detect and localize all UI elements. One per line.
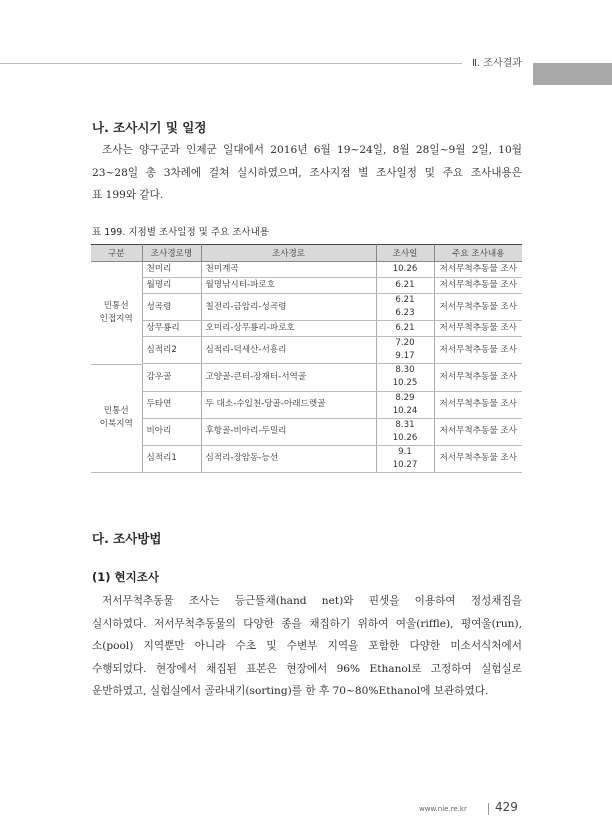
table-row (91, 391, 522, 418)
paragraph-line: 23~28일 총 3차례에 걸쳐 실시하였으며, 조사지점 별 조사일정 및 주요 조사내용은 (92, 166, 522, 179)
route-name-cell: 상무룡리 (142, 321, 201, 337)
route-cell: 심적리-장암동-능선 (201, 445, 376, 472)
route-name-cell: 감우골 (142, 364, 201, 391)
paragraph-line: 운반하였고, 실험실에서 골라내기(sorting)를 한 후 70~80%Ethanol에 보관하였다. (92, 685, 489, 697)
route-name-cell: 심적리2 (142, 337, 201, 364)
route-name-cell: 성곡령 (142, 294, 201, 321)
paragraph-line: 저서무척추동물 조사는 등근뜰채(hand net)와 핀셋을 이용하여 정성채집을 (102, 595, 522, 607)
date-cell: 8.31 10.26 (376, 418, 434, 445)
route-name-cell: 심적리1 (142, 445, 201, 472)
content-cell: 저서무척추동물 조사 (434, 391, 522, 418)
paragraph-line: 조사는 양구군과 인제군 일대에서 2016년 6월 19~24일, 8월 28일~9월 2일, 10월 (102, 144, 522, 156)
route-name-cell: 월명리 (142, 278, 201, 294)
table-caption: 표 199. 지점별 조사일정 및 주요 조사내용 (92, 227, 269, 238)
date-cell: 10.26 (376, 262, 434, 278)
date-cell: 6.21 (376, 278, 434, 294)
section-title-schedule: 나. 조사시기 및 일정 (92, 120, 207, 135)
col-header-content: 주요 조사내용 (434, 245, 522, 262)
subsection-title-fieldwork: (1) 현지조사 (92, 570, 159, 584)
fieldwork-paragraph (92, 590, 522, 703)
route-cell: 칠전리-금암리-성곡령 (201, 294, 376, 321)
route-cell: 후항골-비아리-두밀리 (201, 418, 376, 445)
content-cell: 저서무척추동물 조사 (434, 321, 522, 337)
col-header-category: 구분 (91, 245, 142, 262)
table-row (91, 418, 522, 445)
header-tab (533, 63, 612, 85)
route-cell: 고양골-큰터-장재터-서역골 (201, 364, 376, 391)
route-name-cell: 비아리 (142, 418, 201, 445)
route-cell: 심적리-덕세산-서흥리 (201, 337, 376, 364)
content-cell: 저서무척추동물 조사 (434, 364, 522, 391)
table-row (91, 321, 522, 337)
content-cell: 저서무척추동물 조사 (434, 294, 522, 321)
date-cell: 8.29 10.24 (376, 391, 434, 418)
content-cell: 저서무척추동물 조사 (434, 445, 522, 472)
route-cell: 오미리-상무룡리-파로호 (201, 321, 376, 337)
table-row (91, 337, 522, 364)
schedule-paragraph (92, 139, 522, 207)
date-cell: 9.1 10.27 (376, 445, 434, 472)
header-rule (0, 63, 462, 64)
paragraph-line: 소(pool) 지역뿐만 아니라 수초 및 수변부 지역을 포함한 다양한 미소서식처에서 (92, 640, 522, 652)
table-row (91, 262, 522, 278)
route-cell: 두 대소-수입천-당골-아래드렛골 (201, 391, 376, 418)
table-header-row (91, 245, 522, 262)
table-row (91, 364, 522, 391)
route-cell: 천미계곡 (201, 262, 376, 278)
content-cell: 저서무척추동물 조사 (434, 278, 522, 294)
date-cell: 8.30 10.25 (376, 364, 434, 391)
paragraph-line: 수행되었다. 현장에서 채집된 표본은 현장에서 96% Ethanol로 고정하여 실험실로 (92, 662, 522, 675)
col-header-date: 조사일 (376, 245, 434, 262)
table-row (91, 294, 522, 321)
content-cell: 저서무척추동물 조사 (434, 262, 522, 278)
col-header-route-name: 조사경로명 (142, 245, 201, 262)
content-cell: 저서무척추동물 조사 (434, 337, 522, 364)
route-cell: 월명낚시터-파로호 (201, 278, 376, 294)
date-cell: 6.21 (376, 321, 434, 337)
footer-url: www.nie.re.kr (419, 805, 467, 813)
route-name-cell: 두타연 (142, 391, 201, 418)
running-header: Ⅱ. 조사결과 (472, 58, 522, 69)
paragraph-line: 실시하였다. 저서무척추동물의 다양한 종을 채집하기 위하여 여울(riffle), 평여울(run), (92, 617, 522, 630)
date-cell: 7.20 9.17 (376, 337, 434, 364)
footer-separator (488, 803, 489, 815)
group-label-adjacent: 민통선 인접지역 (91, 262, 142, 365)
date-cell: 6.21 6.23 (376, 294, 434, 321)
section-title-method: 다. 조사방법 (92, 531, 162, 546)
paragraph-line: 표 199와 같다. (92, 189, 164, 201)
table-row (91, 445, 522, 472)
col-header-route: 조사경로 (201, 245, 376, 262)
content-cell: 저서무척추동물 조사 (434, 418, 522, 445)
group-label-north: 민통선 이북지역 (91, 364, 142, 472)
survey-schedule-table (91, 244, 522, 473)
page-number: 429 (495, 800, 518, 814)
route-name-cell: 천미리 (142, 262, 201, 278)
table-row (91, 278, 522, 294)
